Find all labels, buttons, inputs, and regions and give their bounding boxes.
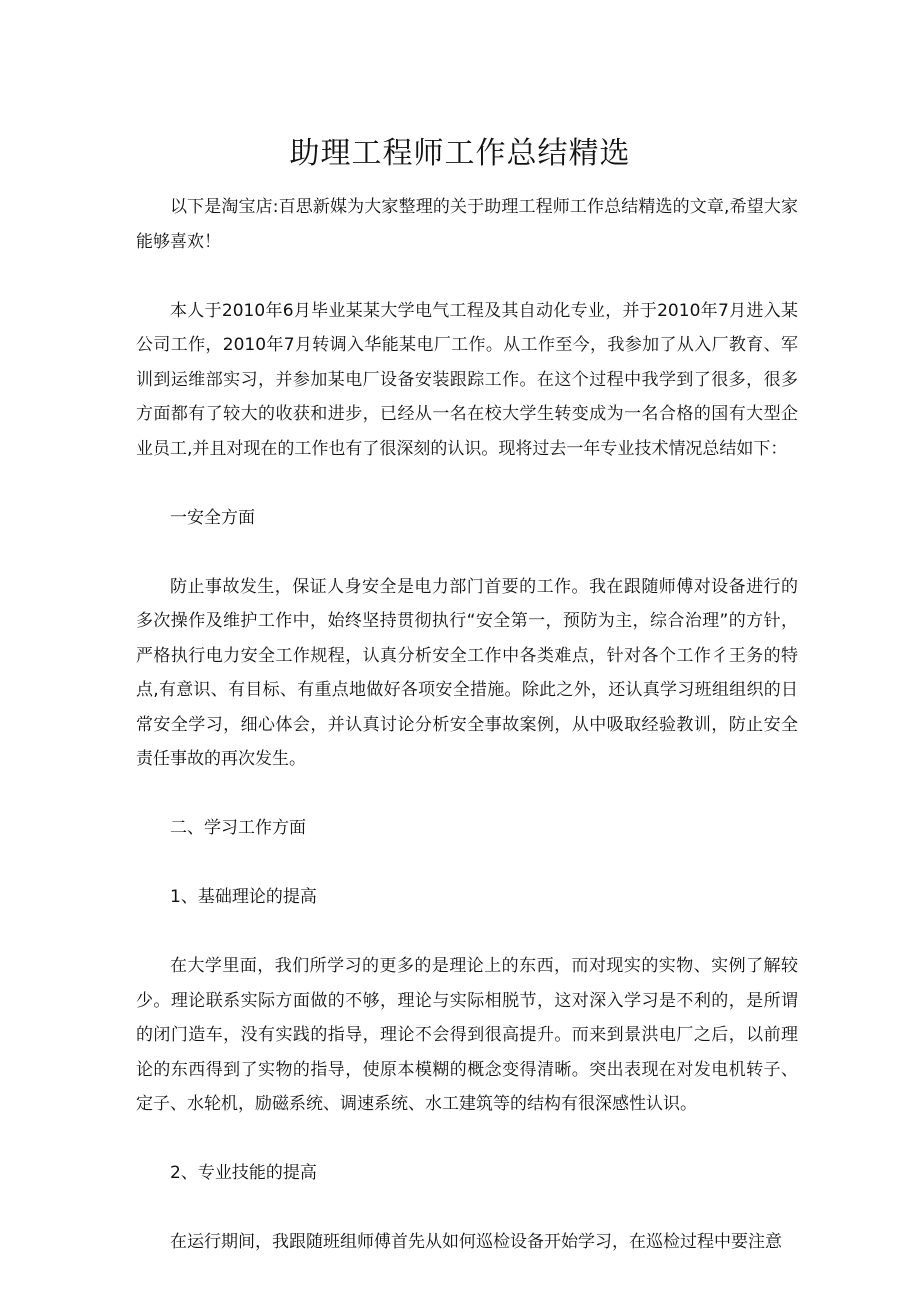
paragraph-gap (136, 535, 798, 570)
skills-paragraph: 在运行期间，我跟随班组师傅首先从如何巡检设备开始学习，在巡检过程中要注意 (170, 1232, 782, 1252)
background-paragraph: 本人于2010年6月毕业某某大学电气工程及其自动化专业，并于2010年7月进入某公司工作，2010年7月转调入华能某电厂工作。从工作至今，我参加了从入厂教育、军训到运维部实习，并参加某电厂设备安装跟踪工作。在这个过程中我学到了很多，很多方面都有了较大的收获和进步，已经从一名在校大学生转变成为一名合格的国有大型企业员工,并且对现在的工作也有了很深刻的认识。现将过去一年专业技术情况总结如下： (136, 300, 798, 459)
section-heading-safety: 一安全方面 (170, 507, 255, 528)
document-title: 助理工程师工作总结精选 (289, 136, 631, 171)
paragraph-gap (136, 1122, 798, 1157)
subheading-skills: 2、专业技能的提高 (170, 1163, 317, 1183)
subheading-theory: 1、基础理论的提高 (170, 887, 317, 907)
safety-paragraph: 防止事故发生，保证人身安全是电力部门首要的工作。我在跟随师傅对设备进行的多次操作及维护工作中，始终坚持贯彻执行“安全第一，预防为主，综合治理”的方针，严格执行电力安全工作规程，认真分析安全工作中各类难点，针对各个工作彳王务的特点,有意识、有目标、有重点地做好各项安全措施。除此之外，还认真学习班组组织的日常安全学习，细心体会，并认真讨论分析安全事故案例，从中吸取经验教训，防止安全责任事故的再次发生。 (136, 576, 798, 769)
paragraph-gap (136, 1191, 798, 1226)
paragraph-gap (136, 777, 798, 812)
section-heading-study-work: 二、学习工作方面 (170, 818, 306, 838)
paragraph-gap (136, 259, 798, 294)
document-body (136, 190, 798, 1260)
paragraph-gap (136, 466, 798, 501)
theory-paragraph: 在大学里面，我们所学习的更多的是理论上的东西，而对现实的实物、实例了解较少。理论联系实际方面做的不够，理论与实际相脱节，这对深入学习是不利的，是所谓的闭门造车，没有实践的指导，理论不会得到很高提升。而来到景洪电厂之后，以前理论的东西得到了实物的指导，使原本模糊的概念变得清晰。突出表现在对发电机转子、定子、水轮机，励磁系统、调速系统、水工建筑等的结构有很深感性认识。 (136, 956, 798, 1114)
paragraph-gap (136, 846, 798, 881)
intro-paragraph: 以下是淘宝店:百思新媒为大家整理的关于助理工程师工作总结精选的文章,希望大家能够喜欢！ (136, 197, 798, 252)
paragraph-gap (136, 915, 798, 950)
